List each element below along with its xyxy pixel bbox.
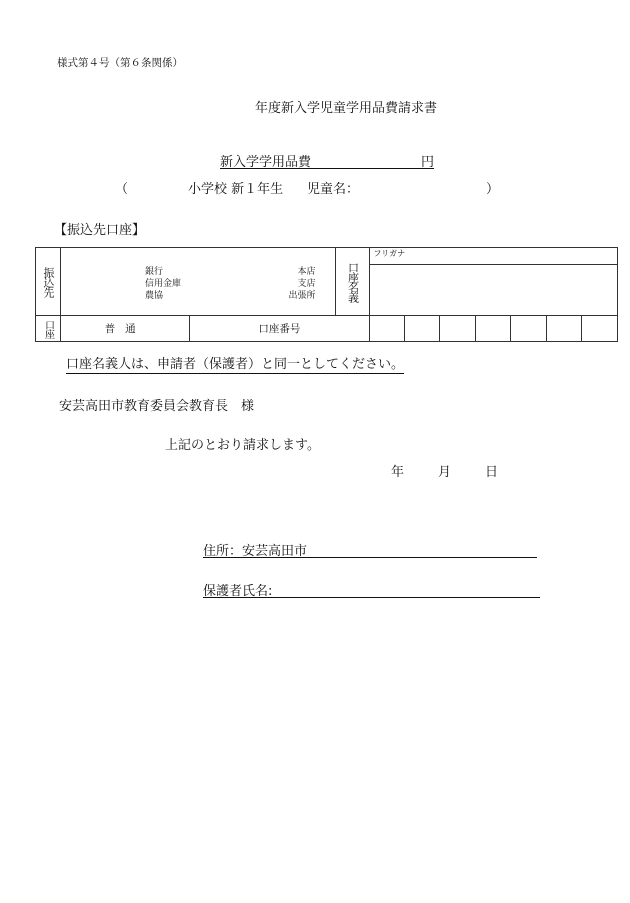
document-title: 年度新入学児童学用品費請求書 (255, 101, 438, 116)
bank-types (145, 266, 181, 302)
guardian-name-field[interactable]: 保護者氏名: (203, 580, 540, 598)
bank-type-item: 農協 (145, 290, 164, 301)
account-digit-box[interactable] (439, 316, 475, 342)
branch-type-item: 本店 (297, 266, 316, 277)
transfer-side-label: 振込先 (42, 266, 56, 297)
amount-unit: 円 (420, 155, 434, 170)
child-name-label: 児童名： (307, 182, 360, 197)
branch-types (288, 266, 315, 302)
account-digit-box[interactable] (369, 316, 404, 342)
account-label-cell (36, 316, 61, 342)
holder-label-cell (336, 248, 369, 316)
account-label: 口座 (42, 319, 54, 338)
holder-name-field[interactable] (369, 265, 618, 316)
paren-close: ） (485, 182, 499, 197)
account-number-label: 口座番号 (258, 323, 301, 335)
date-line (391, 461, 501, 479)
transfer-heading: 【振込先口座】 (54, 223, 146, 238)
date-year: 年 (391, 465, 405, 480)
amount-label: 新入学学用品費 (220, 155, 312, 170)
grade-label: 小学校 新１年生 (188, 182, 284, 197)
request-text: 上記のとおり請求します。 (165, 438, 320, 453)
amount-line (220, 151, 434, 169)
bank-type-item: 銀行 (145, 266, 164, 277)
branch-type-item: 出張所 (288, 290, 316, 301)
bank-type-item: 信用金庫 (145, 278, 182, 289)
address-field[interactable]: 住所：安芸高田市 (203, 540, 537, 558)
furigana-label: フリガナ (373, 249, 406, 258)
account-digit-box[interactable] (475, 316, 510, 342)
transfer-side-label-cell (36, 248, 61, 316)
account-type-cell (61, 316, 190, 342)
account-digit-box[interactable] (546, 316, 581, 342)
furigana-cell[interactable] (369, 248, 618, 265)
holder-note: 口座名義人は、申請者（保護者）と同一としてください。 (66, 353, 404, 374)
account-digit-box[interactable] (581, 316, 617, 342)
student-line (115, 178, 505, 196)
account-digit-box[interactable] (510, 316, 546, 342)
account-number-label-cell (190, 316, 369, 342)
addressee: 安芸高田市教育委員会教育長 様 (59, 399, 255, 414)
holder-label: 口座名義 (346, 261, 360, 302)
branch-type-item: 支店 (297, 278, 316, 289)
date-month: 月 (438, 465, 452, 480)
bank-cell[interactable] (61, 248, 336, 316)
date-day: 日 (485, 465, 499, 480)
paren-open: （ (115, 182, 129, 197)
account-type: 普通 (104, 323, 146, 335)
account-digit-box[interactable] (404, 316, 439, 342)
form-number: 様式第４号（第６条関係） (57, 57, 183, 69)
account-table (35, 247, 618, 342)
